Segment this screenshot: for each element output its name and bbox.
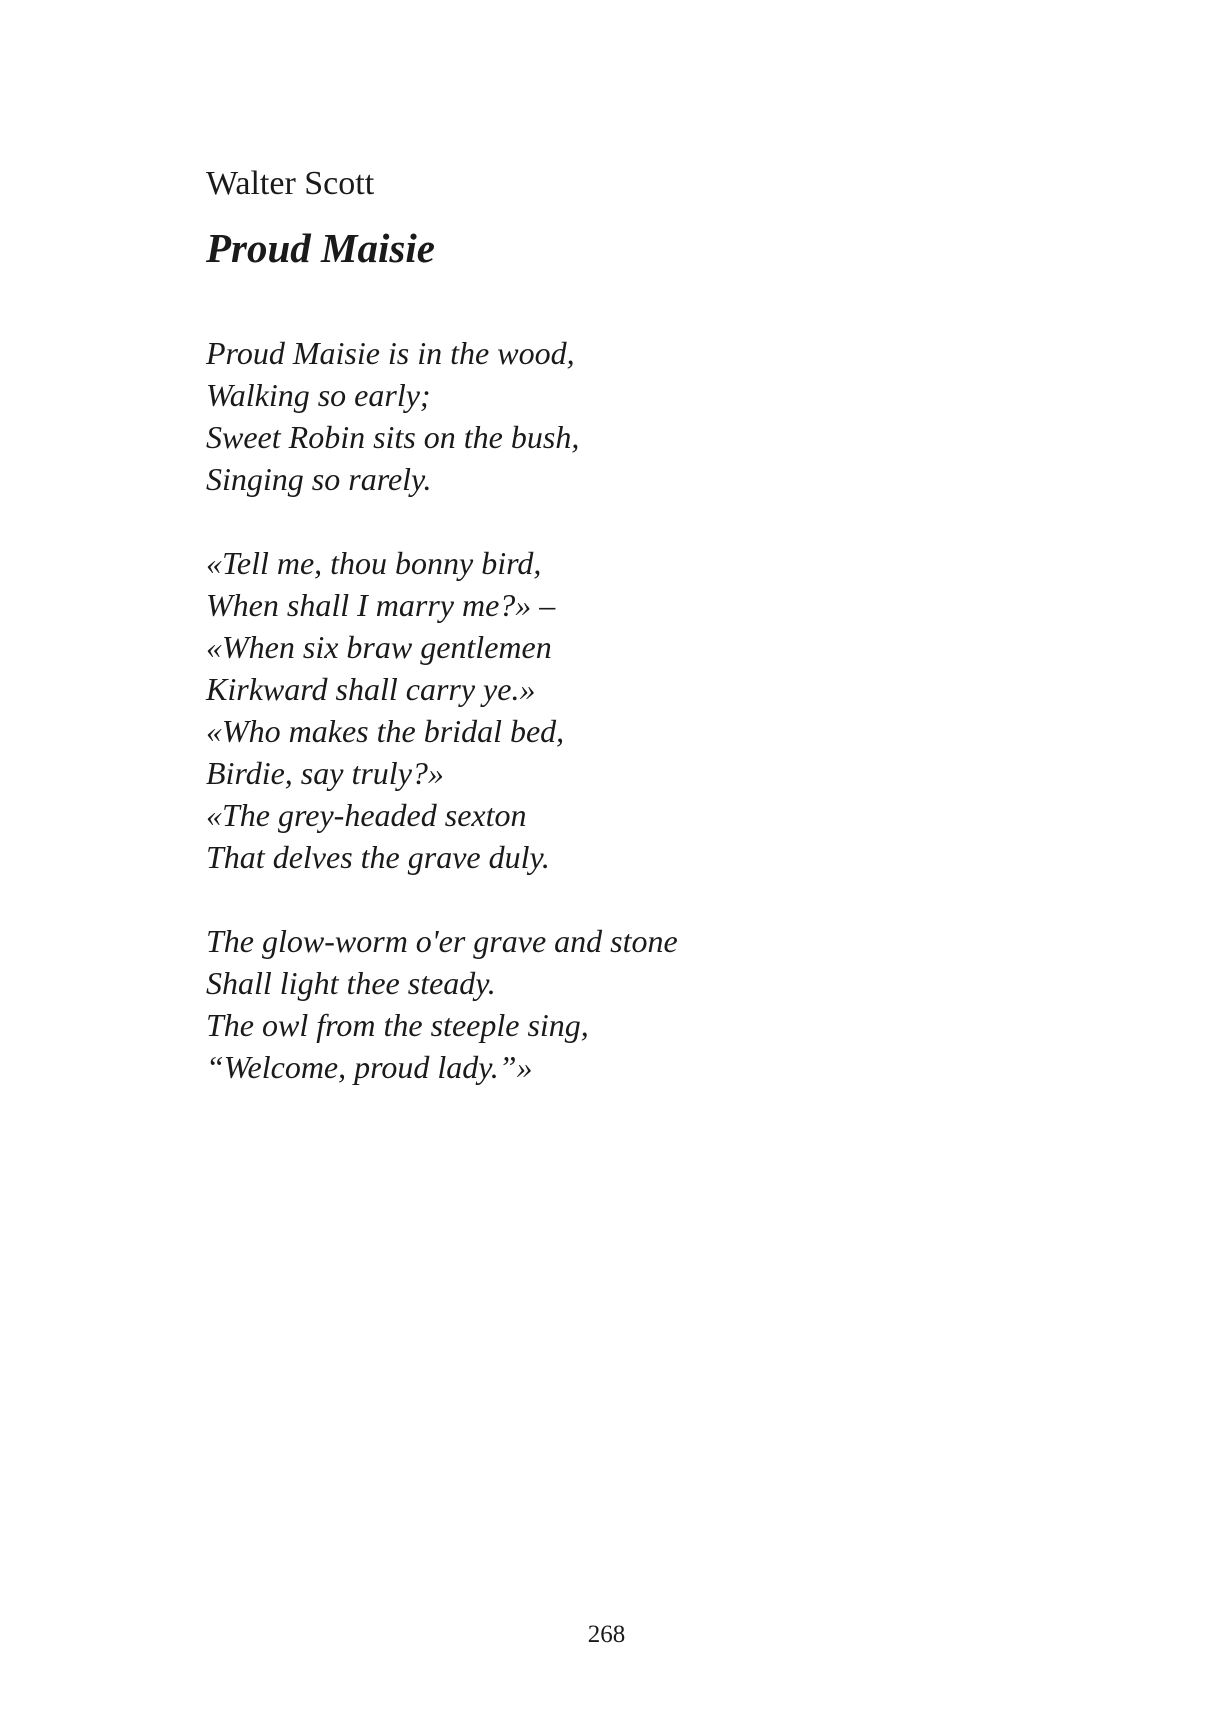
- poem-title: Proud Maisie: [206, 225, 435, 271]
- poem-line: «Who makes the bridal bed,: [206, 713, 565, 749]
- stanza-2: [206, 542, 1106, 878]
- poem-line: Proud Maisie is in the wood,: [206, 335, 575, 371]
- page-number: 268: [587, 1621, 626, 1648]
- stanza-1: [206, 332, 1106, 500]
- poem-line: The glow-worm o'er grave and stone: [206, 923, 678, 959]
- poem-line: Kirkward shall carry ye.»: [206, 671, 536, 707]
- poem-line: Walking so early;: [206, 377, 431, 413]
- poem-line: The owl from the steeple sing,: [206, 1007, 589, 1043]
- stanza-3: [206, 920, 1106, 1088]
- poem-body: [206, 332, 1106, 1130]
- poem-line: Shall light thee steady.: [206, 965, 496, 1001]
- poem-line: Sweet Robin sits on the bush,: [206, 419, 580, 455]
- poem-line: “Welcome, proud lady.”»: [206, 1049, 533, 1085]
- poem-line: «The grey-headed sexton: [206, 797, 527, 833]
- poem-line: When shall I marry me?» –: [206, 587, 556, 623]
- poem-line: That delves the grave duly.: [206, 839, 550, 875]
- poem-line: Birdie, say truly?»: [206, 755, 444, 791]
- poem-line: «Tell me, thou bonny bird,: [206, 545, 542, 581]
- author-name: Walter Scott: [206, 165, 375, 202]
- poem-line: «When six braw gentlemen: [206, 629, 552, 665]
- poem-line: Singing so rarely.: [206, 461, 432, 497]
